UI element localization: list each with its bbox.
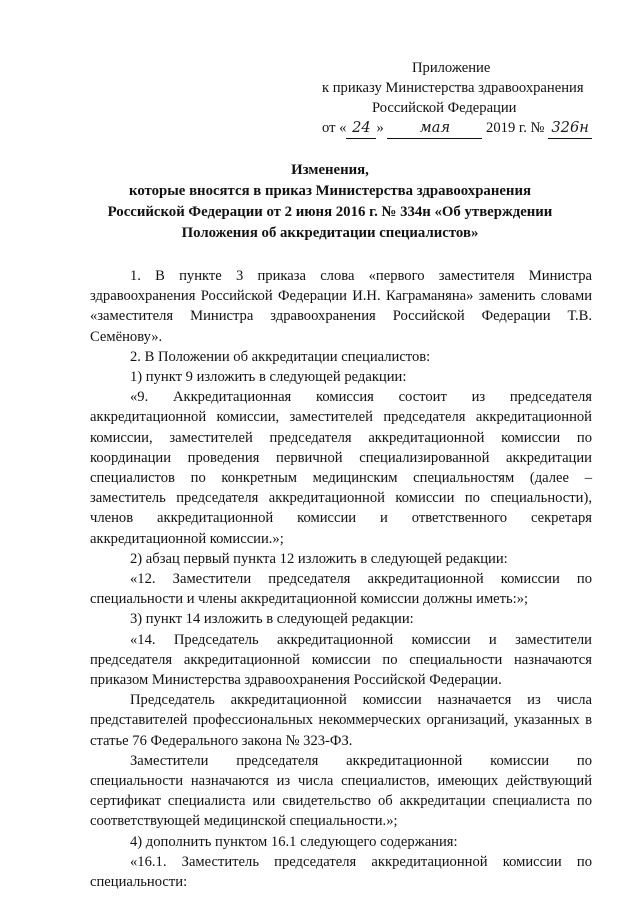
date-month-handwritten: мая [387, 118, 482, 139]
date-prefix: от « [322, 120, 347, 136]
paragraph-6: «12. Заместители председателя аккредитационной комиссии по специальности и члены аккредитационной комиссии должны иметь:»; [90, 571, 592, 608]
date-year: 2019 г. № [486, 120, 545, 136]
appendix-label: Приложение [412, 60, 491, 76]
order-number-handwritten: 326н [548, 118, 592, 139]
document-body [90, 266, 592, 892]
date-mid: » [376, 120, 384, 136]
paragraph-4: «9. Аккредитационная комиссия состоит из председателя аккредитационной комиссии, заместителей председателя аккредитационной комиссии, заместителей председателя аккредитационной комиссии по координации проведения первичной специализированной аккредитации специалистов по конкретным медицинским специальностям (далее – заместитель председателя аккредитационной комиссии по специальности), членов аккредитационной комиссии и ответственного секретаря аккредитационной комиссии.»; [90, 389, 592, 547]
paragraph-7: 3) пункт 14 изложить в следующей редакции: [130, 611, 414, 628]
paragraph-2: 2. В Положении об аккредитации специалистов: [130, 348, 431, 365]
title-line-1: Изменения, [291, 162, 369, 178]
appendix-date-line [322, 118, 622, 139]
paragraph-10: Заместители председателя аккредитационной комиссии по специальности назначаются из числа специалистов, имеющих действующий сертификат специалиста или свидетельство об аккредитации специалиста по соответствующей медицинской специальности.»; [90, 752, 592, 830]
paragraph-8: «14. Председатель аккредитационной комиссии и заместители председателя аккредитационной комиссии по специальности назначаются приказом Министерства здравоохранения Российской Федерации. [90, 631, 592, 689]
title-line-2: которые вносятся в приказ Министерства здравоохранения [129, 183, 531, 199]
appendix-country: Российской Федерации [372, 100, 517, 116]
paragraph-12: «16.1. Заместитель председателя аккредитационной комиссии по специальности: [90, 853, 592, 891]
appendix-order-ref: к приказу Министерства здравоохранения [322, 80, 584, 96]
appendix-header [322, 58, 622, 139]
title-line-3: Российской Федерации от 2 июня 2016 г. № 334н «Об утверждении [107, 204, 553, 220]
paragraph-1: 1. В пункте 3 приказа слова «первого заместителя Министра здравоохранения Российской Федерации И.Н. Каграманяна» заменить словами «заместителя Министра здравоохранения Российской Федерации Т.В. Семёнову». [90, 268, 592, 345]
paragraph-9: Председатель аккредитационной комиссии назначается из числа представителей профессиональных некоммерческих организаций, указанных в статье 76 Федерального закона № 323-ФЗ. [90, 692, 592, 749]
date-day-handwritten: 24 [346, 118, 376, 139]
title-line-4: Положения об аккредитации специалистов» [181, 225, 479, 241]
paragraph-5: 2) абзац первый пункта 12 изложить в следующей редакции: [130, 550, 508, 567]
paragraph-3: 1) пункт 9 изложить в следующей редакции: [130, 369, 407, 386]
paragraph-11: 4) дополнить пунктом 16.1 следующего содержания: [130, 833, 458, 850]
document-title [80, 160, 580, 244]
